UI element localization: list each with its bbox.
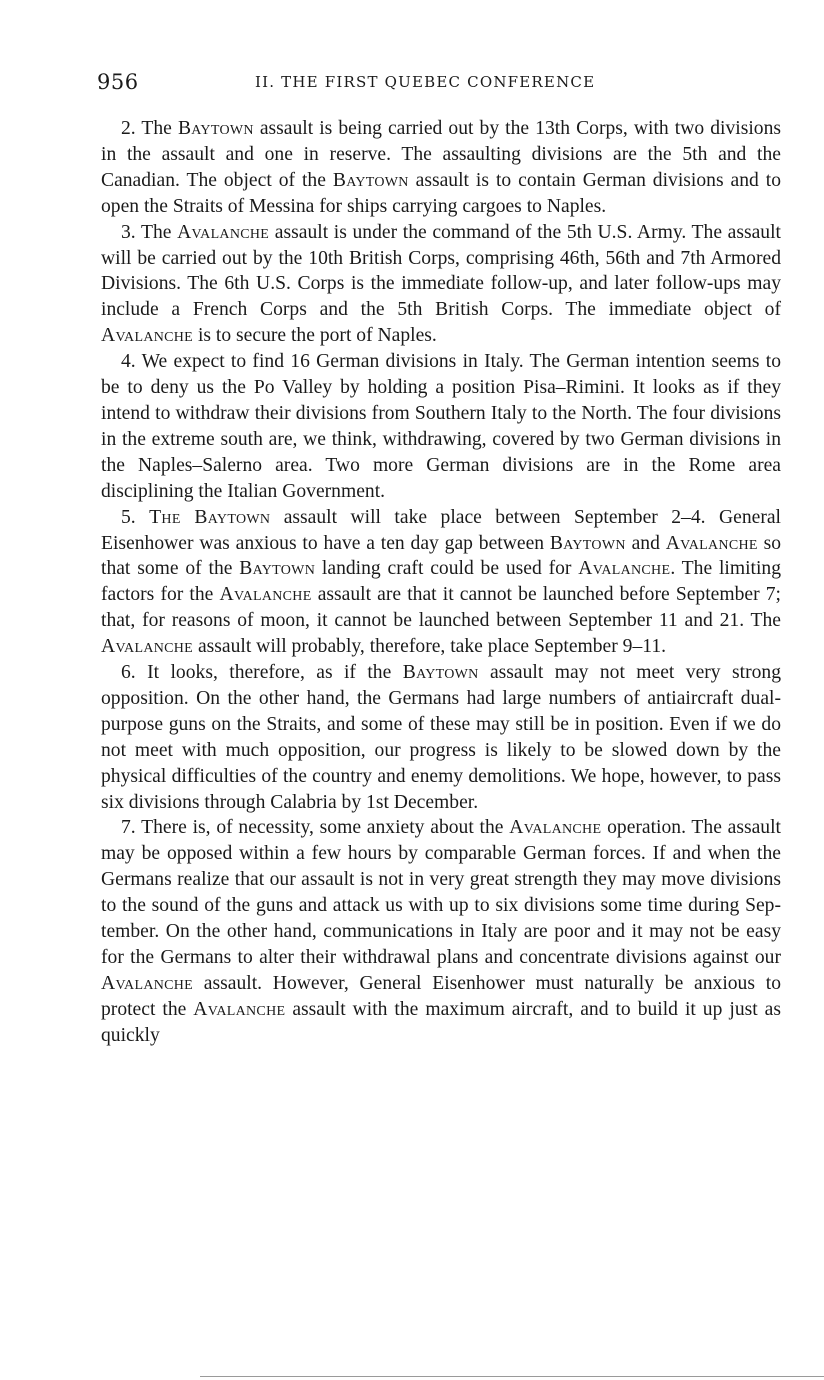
text-run: assault are that it cannot be launched before September 7; that, for reasons of moon, it cannot be launched between September 11 and 21. The bbox=[101, 584, 781, 632]
text-run: operation. The assault may be opposed within a few hours by comparable German forces. If and when the Germans realize that our assault is not in very great strength they may move divisions to the sound of the guns and attack us with up to six divisions some time during September. On the other hand, communications in Italy are poor and it may not be easy for the Germans to alter their withdrawal plans and concentrate divisions against our bbox=[101, 817, 781, 968]
chapter-title: II. THE FIRST QUEBEC CONFERENCE bbox=[255, 73, 596, 91]
text-run: 7. There is, of necessity, some anxiety about the bbox=[121, 817, 510, 839]
text-run: assault will probably, therefore, take place September 9–11. bbox=[193, 636, 667, 658]
code-name: Avalanche bbox=[578, 558, 671, 580]
code-name: Baytown bbox=[549, 532, 626, 554]
text-run: and bbox=[625, 532, 666, 554]
text-run: is to secure the port of Naples. bbox=[193, 325, 437, 347]
text-run: assault will take place between September 2–4. General Eisenhower was anxious to have a ten day gap between bbox=[101, 506, 782, 554]
text-run: assault is being carried out by the 13th Corps, with two divisions in the assault and one in reserve. The assaulting divisions are the 5th and the Canadian. The object of the bbox=[101, 118, 781, 191]
paragraph-5 bbox=[101, 505, 781, 660]
page-number: 956 bbox=[97, 70, 139, 94]
code-name: Avalanche bbox=[101, 636, 194, 658]
text-run: 4. We expect to find 16 German divisions in Italy. The German intention seems to be to deny us the Po Valley by holding a position Pisa–Rimini. It looks as if they intend to withdraw their divisions from Southern Italy to the North. The four divisions in the extreme south are, we think, withdrawing, covered by two German divisions in the Naples–Salerno area. Two more German divisions are in the Rome area disciplining the Italian Government. bbox=[101, 351, 781, 502]
code-name: Baytown bbox=[332, 169, 409, 191]
text-run: 5. bbox=[121, 506, 150, 528]
code-name: The Baytown bbox=[149, 506, 271, 528]
text-run: 3. The bbox=[121, 221, 178, 243]
text-run: 6. It looks, therefore, as if the bbox=[121, 662, 403, 684]
text-run: . The limiting factors for the bbox=[101, 558, 782, 606]
code-name: Baytown bbox=[402, 662, 479, 684]
paragraph-2 bbox=[101, 116, 781, 220]
bottom-rule bbox=[200, 1376, 824, 1377]
code-name: Avalanche bbox=[101, 325, 194, 347]
code-name: Avalanche bbox=[219, 584, 312, 606]
text-run: assault is under the command of the 5th U.S. Army. The assault will be carried out by the 10th British Corps, comprising 46th, 56th and 7th Armored Divisions. The 6th U.S. Corps is the immediate follow-up, and later follow-ups may include a French Corps and the 5th British Corps. The immediate object of bbox=[101, 221, 781, 321]
text-run: assault. However, General Eisenhower must naturally be anxious to protect the bbox=[101, 972, 781, 1020]
paragraph-4 bbox=[101, 349, 781, 504]
code-name: Avalanche bbox=[101, 972, 194, 994]
running-head bbox=[97, 70, 782, 100]
text-run: assault may not meet very strong opposition. On the other hand, the Germans had large numbers of antiaircraft dual-purpose guns on the Straits, and some of these may still be in position. Even if we do not meet with much opposition, our progress is likely to be slowed down by the physical difficulties of the country and enemy demolitions. We hope, however, to pass six divisions through Calabria by 1st December. bbox=[101, 662, 781, 813]
code-name: Avalanche bbox=[193, 998, 286, 1020]
code-name: Baytown bbox=[239, 558, 316, 580]
paragraph-7 bbox=[101, 815, 781, 1048]
text-run: so that some of the bbox=[101, 532, 781, 580]
paragraph-6 bbox=[101, 660, 781, 815]
text-run: assault with the maximum aircraft, and to build it up just as quickly bbox=[101, 998, 781, 1046]
text-run: 2. The bbox=[121, 118, 178, 139]
code-name: Avalanche bbox=[509, 817, 602, 839]
code-name: Baytown bbox=[177, 118, 254, 139]
code-name: Avalanche bbox=[665, 532, 758, 554]
text-run: landing craft could be used for bbox=[315, 558, 579, 580]
paragraph-3 bbox=[101, 220, 781, 350]
code-name: Avalanche bbox=[177, 221, 270, 243]
body-text bbox=[101, 116, 781, 1049]
text-run: assault is to contain German divisions and to open the Straits of Messina for ships carrying cargoes to Naples. bbox=[101, 169, 781, 217]
